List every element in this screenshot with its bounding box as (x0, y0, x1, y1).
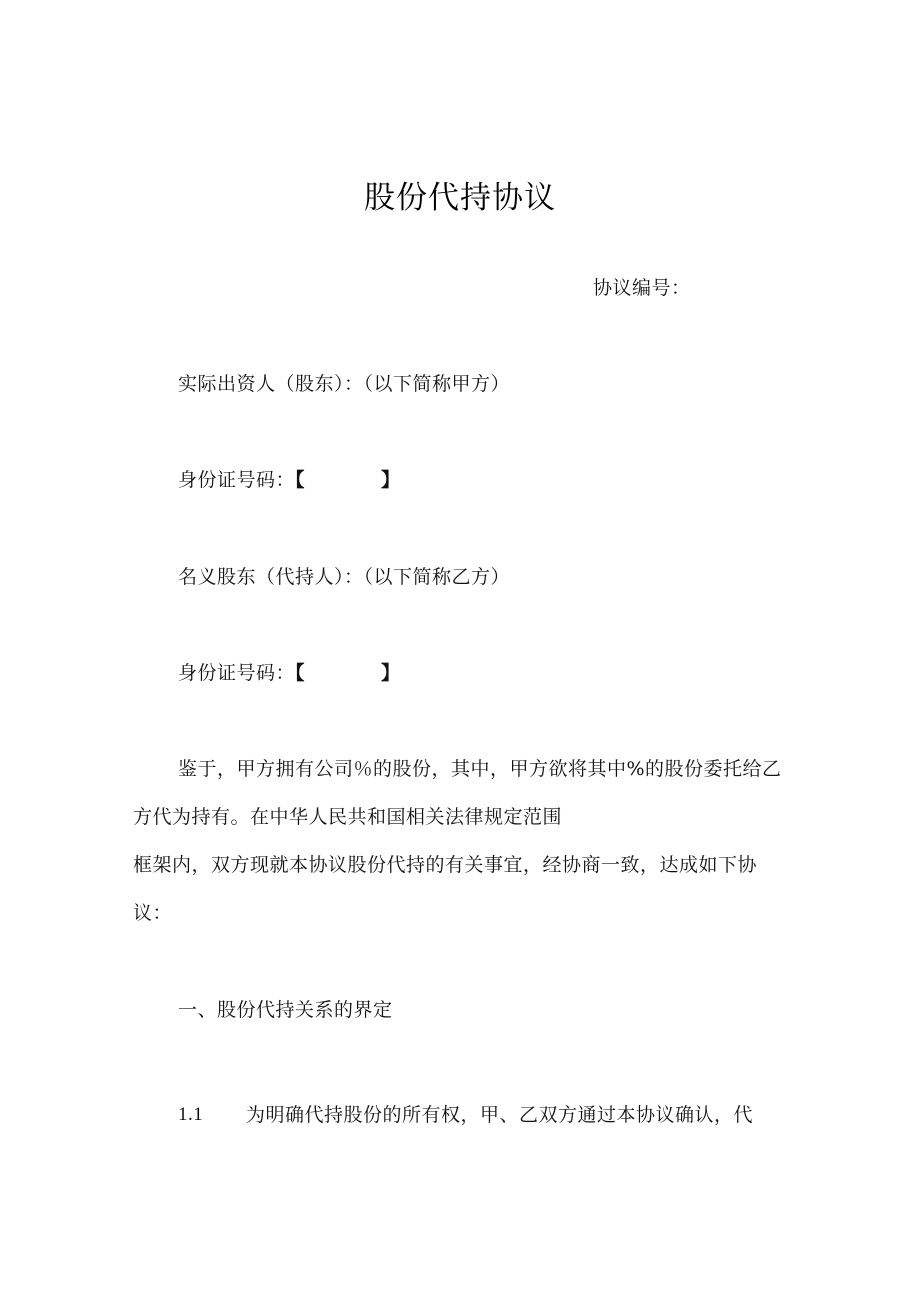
party-b-id-line (178, 661, 401, 685)
recital-line-2: 方代为持有。在中华人民共和国相关法律规定范围 (133, 806, 563, 828)
clause-1-1-number: 1.1 (178, 1104, 204, 1125)
party-b-label: 名义股东（代持人）：（以下简称乙方） (178, 566, 511, 588)
recital-line-4: 议： (133, 902, 173, 924)
party-b-id-label: 身份证号码： (178, 662, 296, 684)
party-a-id-label: 身份证号码： (178, 469, 296, 491)
agreement-number-label: 协议编号： (593, 277, 691, 299)
party-a-label: 实际出资人（股东）：（以下简称甲方） (178, 373, 511, 395)
recital-line-3: 框架内，双方现就本协议股份代持的有关事宜，经协商一致，达成如下协 (133, 854, 758, 876)
section-1-heading: 一、股份代持关系的界定 (178, 999, 393, 1021)
party-b-id-bracket-close: 】 (381, 662, 401, 684)
party-a-id-line (178, 468, 401, 492)
recital-line-1: 鉴于，甲方拥有公司％的股份，其中，甲方欲将其中%的股份委托给乙 (178, 758, 782, 780)
clause-1-1-text: 为明确代持股份的所有权，甲、乙双方通过本协议确认，代 (246, 1104, 754, 1126)
party-b-id-bracket-open: 【 (295, 662, 306, 684)
party-a-id-bracket-open: 【 (295, 469, 306, 491)
document-title: 股份代持协议 (364, 180, 556, 216)
party-a-id-bracket-close: 】 (381, 469, 401, 491)
